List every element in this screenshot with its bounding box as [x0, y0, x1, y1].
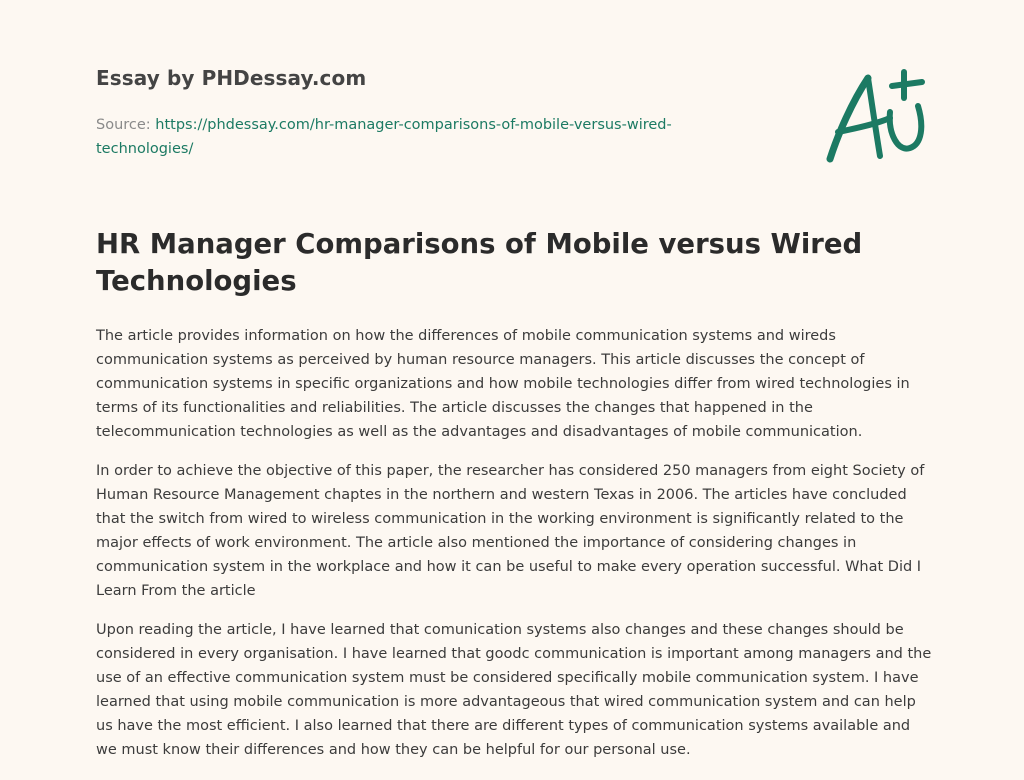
brand-title: Essay by PHDessay.com [96, 66, 367, 90]
article-body [96, 324, 932, 777]
source-link[interactable]: https://phdessay.com/hr-manager-comparisons-of-mobile-versus-wired-technologies/ [96, 117, 672, 157]
a-plus-logo-icon [818, 64, 934, 168]
paragraph: In order to achieve the objective of this paper, the researcher has considered 250 managers from eight Society of Human Resource Management chaptes in the northern and western Texas in 2006. The articles have concluded that the switch from wired to wireless communication in the working environment is significantly related to the major effects of work environment. The article also mentioned the importance of considering changes in communication system in the workplace and how it can be useful to make every operation successful. What Did I Learn From the article [96, 463, 925, 599]
source-line [96, 113, 736, 161]
article-title: HR Manager Comparisons of Mobile versus Wired Technologies [96, 228, 863, 297]
source-label: Source: [96, 117, 151, 133]
paragraph: Upon reading the article, I have learned that comunication systems also changes and these changes should be considered in every organisation. I have learned that goodc communication is important among managers and the use of an effective communication system must be considered specifically mobile communication system. I have learned that using mobile communication is more advantageous that wired communication system and can help us have the most efficient. I also learned that there are different types of communication systems available and we must know their differences and how they can be helpful for our personal use. [96, 622, 932, 758]
paragraph: The article provides information on how the differences of mobile communication systems and wireds communication systems as perceived by human resource managers. This article discusses the concept of communication systems in specific organizations and how mobile technologies differ from wired technologies in terms of its functionalities and reliabilities. The article discusses the changes that happened in the telecommunication technologies as well as the advantages and disadvantages of mobile communication. [96, 328, 910, 440]
page-header [96, 64, 736, 161]
